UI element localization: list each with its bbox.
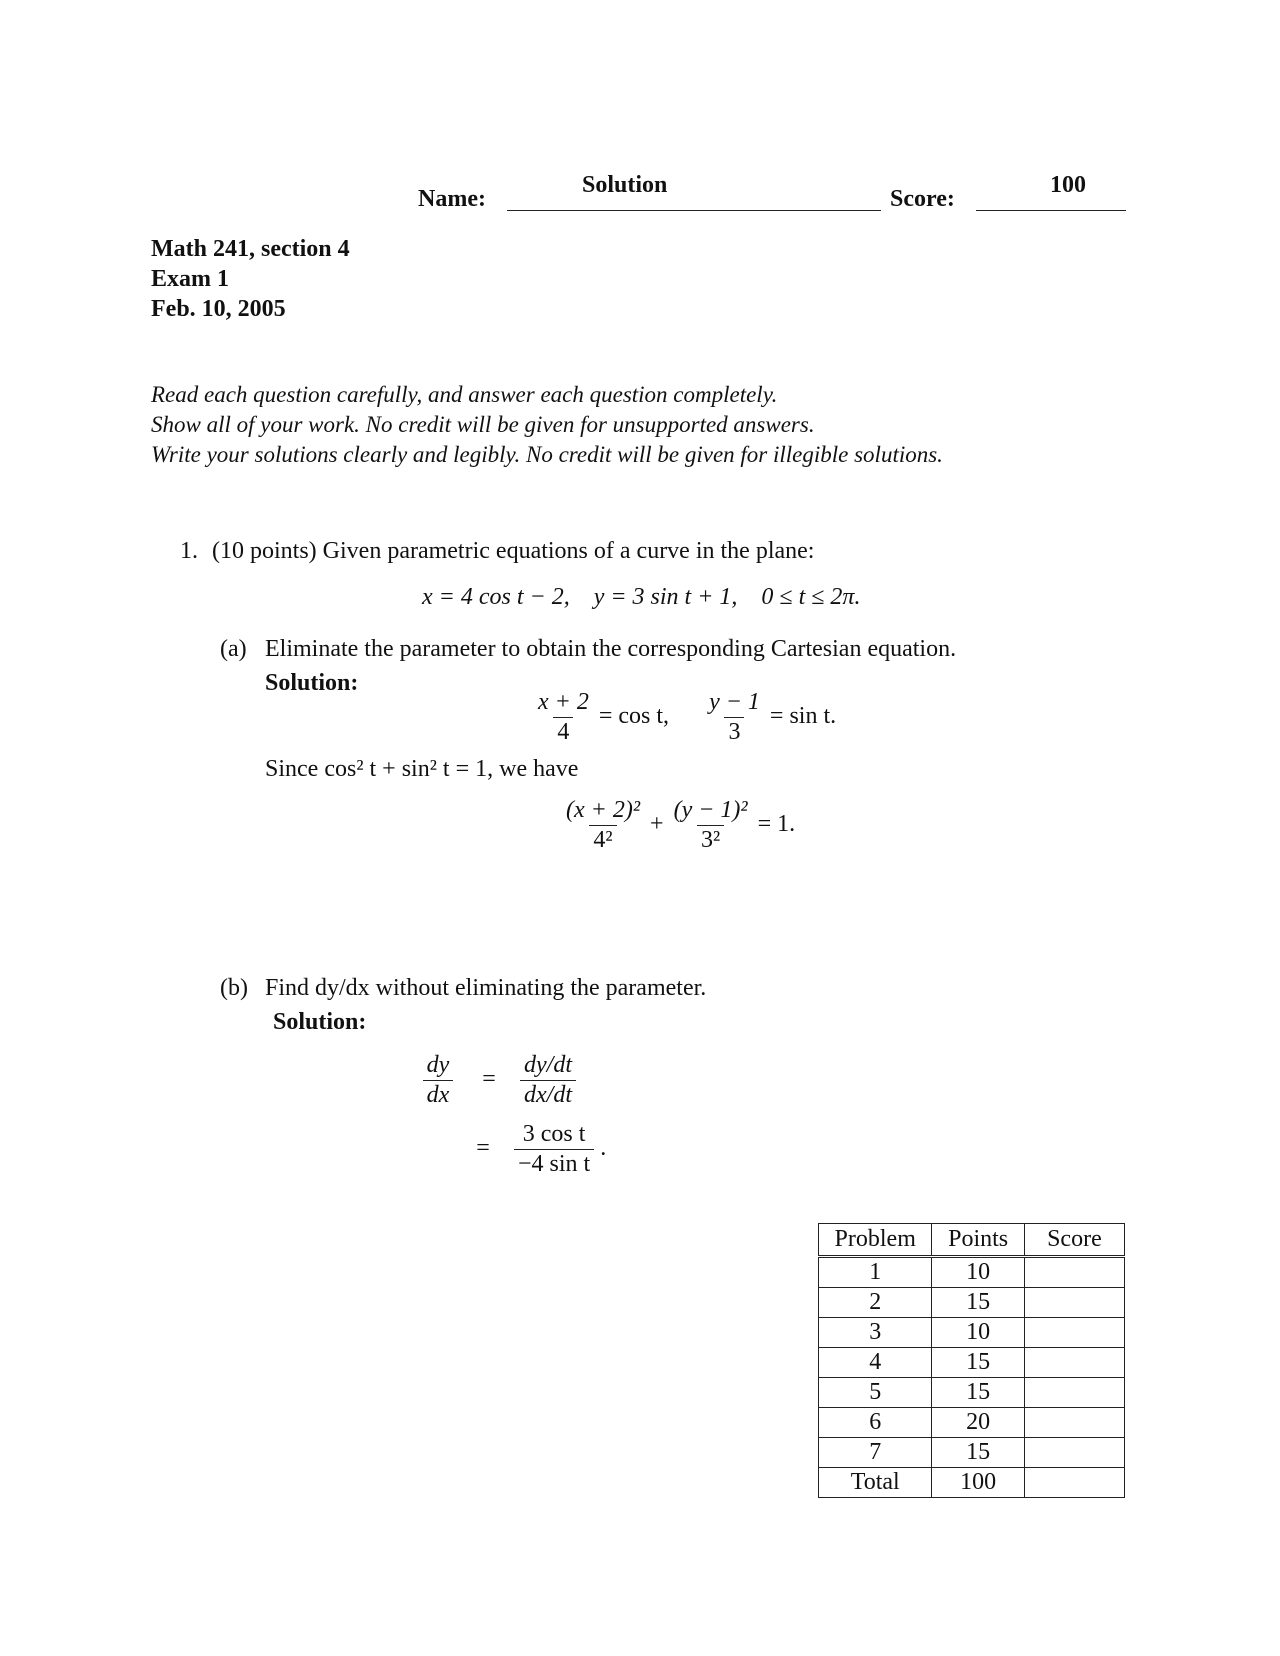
- problem-cell: 7: [819, 1438, 932, 1468]
- table-row: [819, 1348, 1125, 1378]
- part-b-prompt: Find dy/dx without eliminating the parameter.: [265, 975, 707, 1001]
- plus-sign: +: [650, 811, 664, 838]
- score-underline: [976, 210, 1126, 211]
- score-cell: [1024, 1378, 1124, 1408]
- table-row-total: [819, 1468, 1125, 1498]
- part-a-solution-label: Solution:: [265, 670, 359, 696]
- score-cell: [1024, 1408, 1124, 1438]
- final-rhs: = 1.: [757, 811, 796, 838]
- table-row: [819, 1378, 1125, 1408]
- rhs2-fraction: [514, 1122, 594, 1177]
- parametric-equations: x = 4 cos t − 2, y = 3 sin t + 1, 0 ≤ t ≤ 2π.: [422, 584, 861, 610]
- fraction-y-numerator: y − 1: [709, 689, 760, 715]
- problem-cell: 1: [819, 1257, 932, 1288]
- problem-1-number: 1.: [180, 538, 198, 564]
- table-row: [819, 1257, 1125, 1288]
- since-text: Since cos² t + sin² t = 1, we have: [265, 756, 579, 782]
- score-table-header: [819, 1224, 1125, 1257]
- part-a-label: (a): [220, 636, 247, 662]
- fraction-x-numerator: x + 2: [538, 689, 589, 715]
- part-b-label: (b): [220, 975, 248, 1001]
- fraction-x: [534, 690, 593, 745]
- final-fraction-2-numerator: (y − 1)²: [673, 797, 748, 823]
- problem-cell: 4: [819, 1348, 932, 1378]
- final-period: .: [600, 1135, 607, 1162]
- instructions: [151, 380, 943, 470]
- equals-sign-1: =: [482, 1066, 496, 1093]
- course-info: [151, 234, 350, 324]
- points-cell: 15: [932, 1378, 1024, 1408]
- points-cell: 15: [932, 1288, 1024, 1318]
- rhs1-numerator: dy/dt: [524, 1052, 572, 1078]
- derivative-line-2: [458, 1122, 606, 1177]
- problem-cell: 5: [819, 1378, 932, 1408]
- instruction-line-2: Show all of your work. No credit will be given for unsupported answers.: [151, 412, 815, 437]
- points-cell: 20: [932, 1408, 1024, 1438]
- problem-1-statement: (10 points) Given parametric equations of a curve in the plane:: [212, 538, 815, 564]
- exam-title: Exam 1: [151, 266, 229, 292]
- name-underline: [507, 210, 881, 211]
- fraction-y-denominator: 3: [724, 717, 744, 745]
- part-a-prompt: Eliminate the parameter to obtain the corresponding Cartesian equation.: [265, 636, 957, 662]
- header-problem: Problem: [819, 1224, 932, 1257]
- total-points-cell: 100: [932, 1468, 1024, 1498]
- score-label: Score:: [890, 186, 955, 212]
- points-cell: 15: [932, 1438, 1024, 1468]
- part-b-solution-label: Solution:: [273, 1009, 367, 1035]
- course-title: Math 241, section 4: [151, 236, 350, 262]
- problem-cell: 3: [819, 1318, 932, 1348]
- header-score: Score: [1024, 1224, 1124, 1257]
- points-cell: 15: [932, 1348, 1024, 1378]
- table-row: [819, 1288, 1125, 1318]
- lhs-fraction: [418, 1053, 458, 1108]
- table-row: [819, 1408, 1125, 1438]
- table-row: [819, 1318, 1125, 1348]
- lhs-numerator: dy: [426, 1052, 450, 1078]
- score-cell: [1024, 1288, 1124, 1318]
- rhs1-denominator: dx/dt: [520, 1080, 576, 1108]
- part-a-equation-1: [534, 690, 836, 745]
- total-score-cell: [1024, 1468, 1124, 1498]
- exam-date: Feb. 10, 2005: [151, 296, 286, 322]
- score-cell: [1024, 1348, 1124, 1378]
- final-fraction-1-denominator: 4²: [589, 825, 616, 853]
- equals-sign-2: =: [476, 1135, 490, 1162]
- fraction-x-denominator: 4: [553, 717, 573, 745]
- points-cell: 10: [932, 1257, 1024, 1288]
- lhs-denominator: dx: [423, 1080, 454, 1108]
- eq1-rhs: = cos t,: [598, 703, 670, 730]
- final-fraction-2-denominator: 3²: [697, 825, 724, 853]
- score-value: 100: [1050, 172, 1086, 198]
- eq2-rhs: = sin t.: [769, 703, 837, 730]
- fraction-y: [705, 690, 764, 745]
- instruction-line-1: Read each question carefully, and answer each question completely.: [151, 382, 778, 407]
- rhs2-denominator: −4 sin t: [514, 1149, 594, 1177]
- problem-cell: 6: [819, 1408, 932, 1438]
- final-fraction-2: [670, 798, 752, 853]
- total-label-cell: Total: [819, 1468, 932, 1498]
- score-cell: [1024, 1318, 1124, 1348]
- part-a-final-equation: [562, 798, 795, 853]
- instruction-line-3: Write your solutions clearly and legibly. No credit will be given for illegible solutions.: [151, 442, 943, 467]
- final-fraction-1-numerator: (x + 2)²: [566, 797, 641, 823]
- score-table: [818, 1223, 1125, 1498]
- table-row: [819, 1438, 1125, 1468]
- problem-cell: 2: [819, 1288, 932, 1318]
- header-points: Points: [932, 1224, 1024, 1257]
- final-fraction-1: [562, 798, 644, 853]
- score-cell: [1024, 1257, 1124, 1288]
- score-cell: [1024, 1438, 1124, 1468]
- name-value: Solution: [582, 172, 668, 198]
- name-label: Name:: [418, 186, 486, 212]
- points-cell: 10: [932, 1318, 1024, 1348]
- rhs1-fraction: [520, 1053, 576, 1108]
- derivative-line-1: [418, 1053, 576, 1108]
- rhs2-numerator: 3 cos t: [522, 1121, 586, 1147]
